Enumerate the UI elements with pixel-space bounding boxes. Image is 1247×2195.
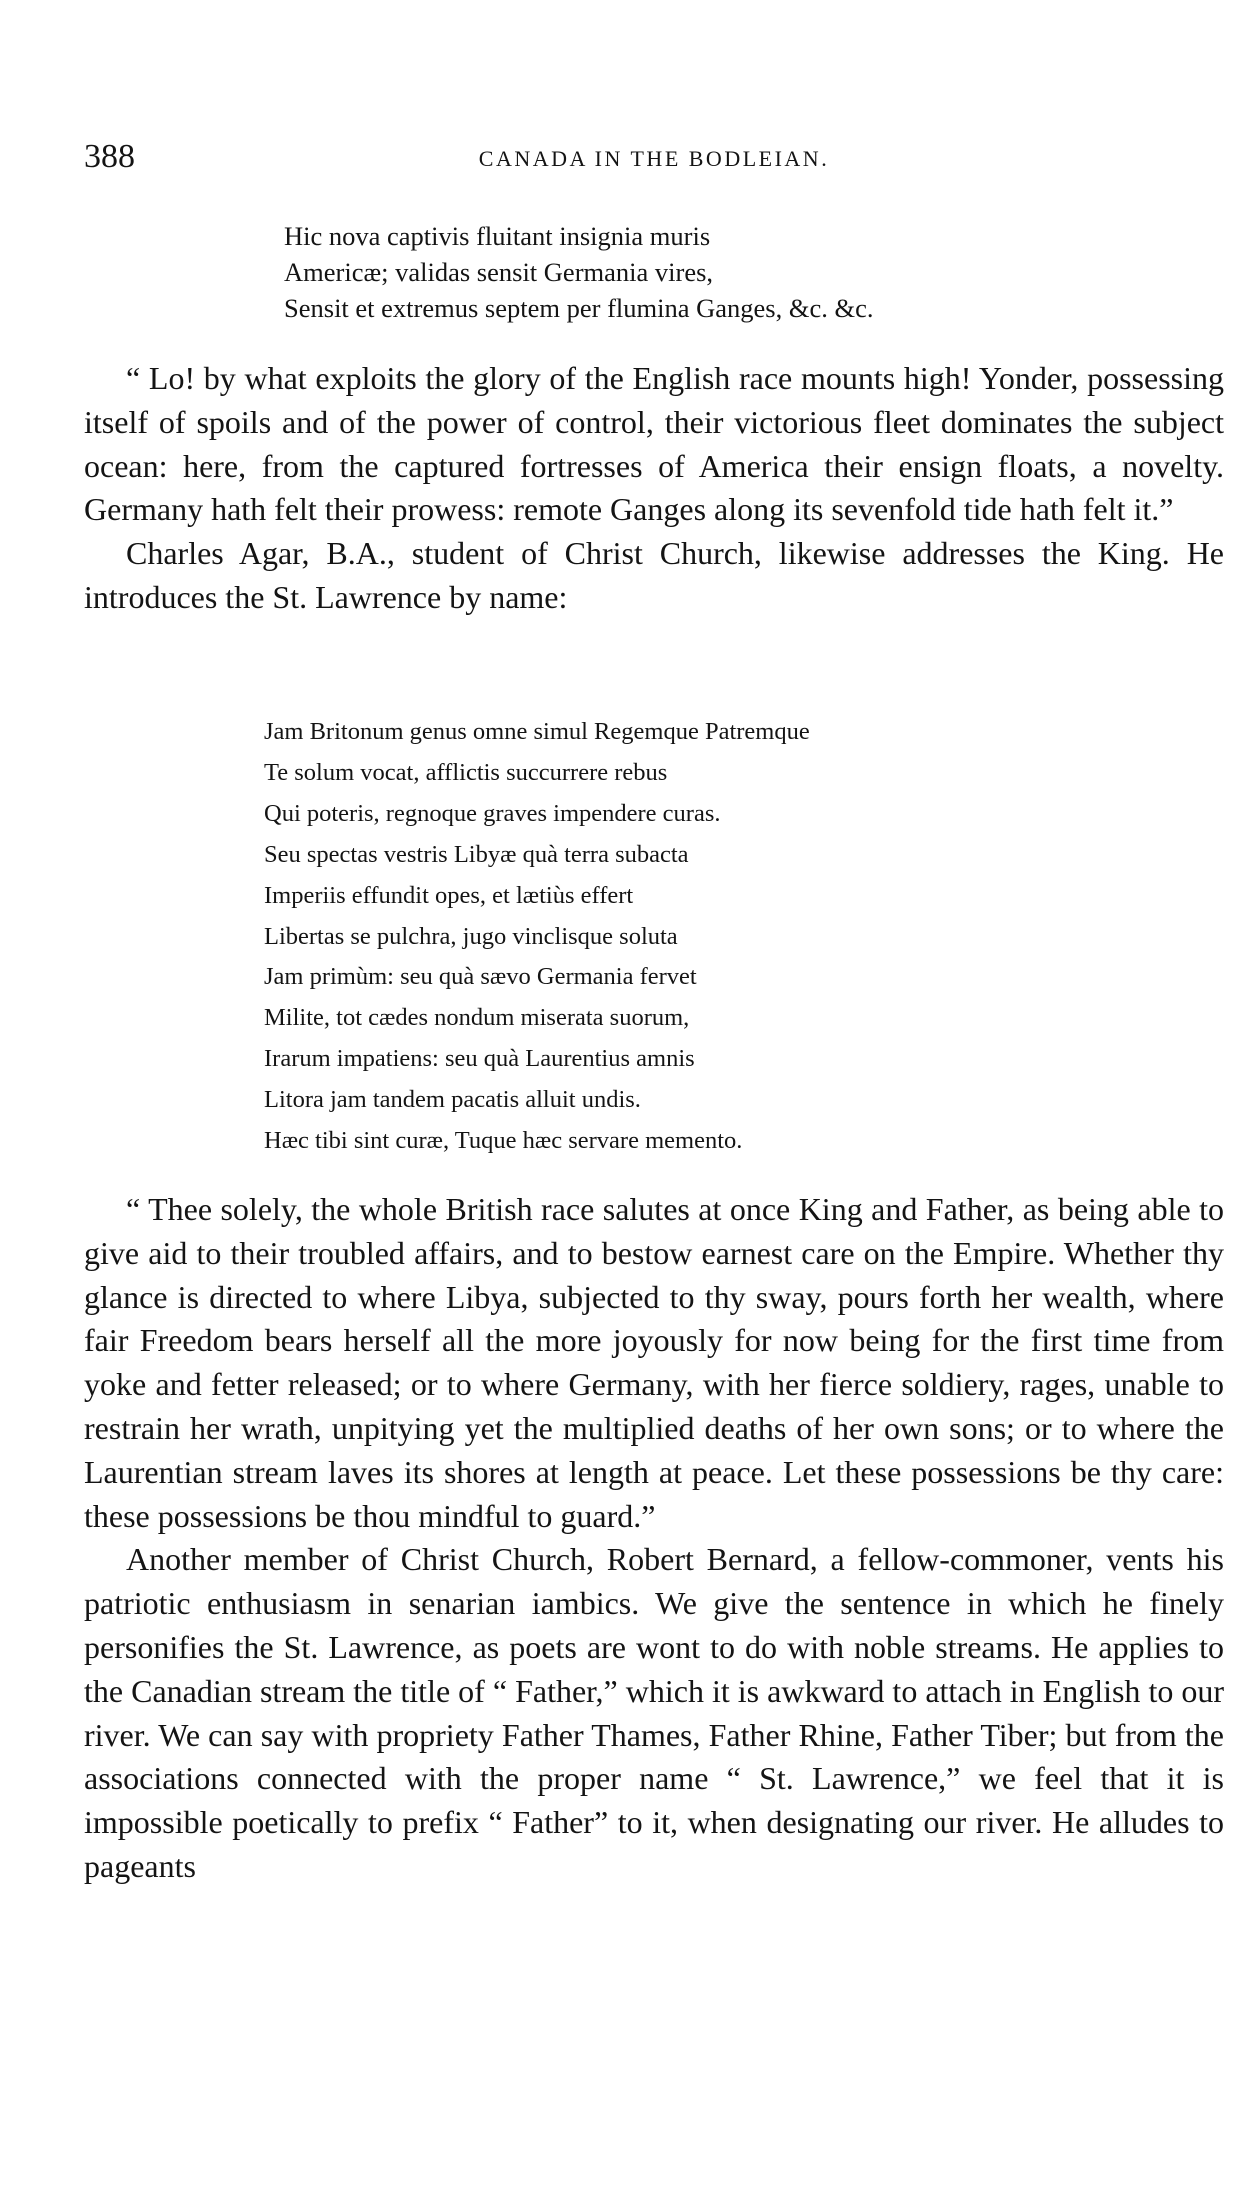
verse-line: Libertas se pulchra, jugo vinclisque soluta (264, 922, 678, 950)
verse-line: Seu spectas vestris Libyæ quà terra subacta (264, 840, 689, 868)
verse-line: Jam primùm: seu quà sævo Germania fervet (264, 963, 697, 991)
page-header (84, 138, 1224, 178)
verse-line: Jam Britonum genus omne simul Regemque Patremque (264, 718, 810, 745)
verse-line: Irarum impatiens: seu quà Laurentius amnis (264, 1045, 695, 1073)
paragraph-robert-bernard: Another member of Christ Church, Robert Bernard, a fellow-commoner, vents his patriotic enthusiasm in senarian iambics. We give the sentence in which he finely personifies the St. Lawrence, as poets are wont to do with noble streams. He applies to the Canadian stream the title of “ Father,” which it is awkward to attach in English to our river. We can say with propriety Father Thames, Father Rhine, Father Tiber; but from the associations connected with the proper name “ St. Lawrence,” we feel that it is impossible poetically to prefix “ Father” to it, when designating our river. He alludes to pageants (84, 1541, 1224, 1884)
verse-line: Milite, tot cædes nondum miserata suorum, (264, 1004, 690, 1032)
paragraph-translation-1: “ Lo! by what exploits the glory of the English race mounts high! Yonder, possessing itself of spoils and of the power of control, their victorious fleet dominates the subject ocean: here, from the captured fortresses of America their ensign floats, a novelty. Germany hath felt their prowess: remote Ganges along its sevenfold tide hath felt it.” (84, 360, 1224, 528)
latin-verse-1 (284, 218, 873, 326)
prose-block-1 (84, 357, 1224, 620)
verse-line: Americæ; validas sensit Germania vires, (284, 257, 714, 287)
verse-line: Te solum vocat, afflictis succurrere rebus (264, 758, 668, 786)
verse-line: Litora jam tandem pacatis alluit undis. (264, 1086, 641, 1114)
verse-line: Hic nova captivis fluitant insignia muris (284, 221, 711, 251)
paragraph-charles-agar: Charles Agar, B.A., student of Christ Church, likewise addresses the King. He introduces the St. Lawrence by name: (84, 535, 1224, 615)
page-number: 388 (84, 138, 135, 175)
verse-line: Qui poteris, regnoque graves impendere curas. (264, 799, 721, 827)
verse-line: Sensit et extremus septem per flumina Ganges, &c. &c. (284, 293, 874, 323)
verse-line: Imperiis effundit opes, et lætiùs effert (264, 881, 634, 909)
prose-block-2 (84, 1188, 1224, 1889)
latin-verse-2 (264, 712, 810, 1162)
running-title: CANADA IN THE BODLEIAN. (478, 146, 830, 171)
verse-line: Hæc tibi sint curæ, Tuque hæc servare memento. (264, 1127, 743, 1155)
paragraph-translation-2: “ Thee solely, the whole British race salutes at once King and Father, as being able to give aid to their troubled affairs, and to bestow earnest care on the Empire. Whether thy glance is directed to where Libya, subjected to thy sway, pours forth her wealth, where fair Freedom bears herself all the more joyously for now being for the first time from yoke and fetter released; or to where Germany, with her fierce soldiery, rages, unable to restrain her wrath, unpitying yet the multiplied deaths of her own sons; or to where the Laurentian stream laves its shores at length at peace. Let these possessions be thy care: these possessions be thou mindful to guard.” (84, 1191, 1224, 1534)
